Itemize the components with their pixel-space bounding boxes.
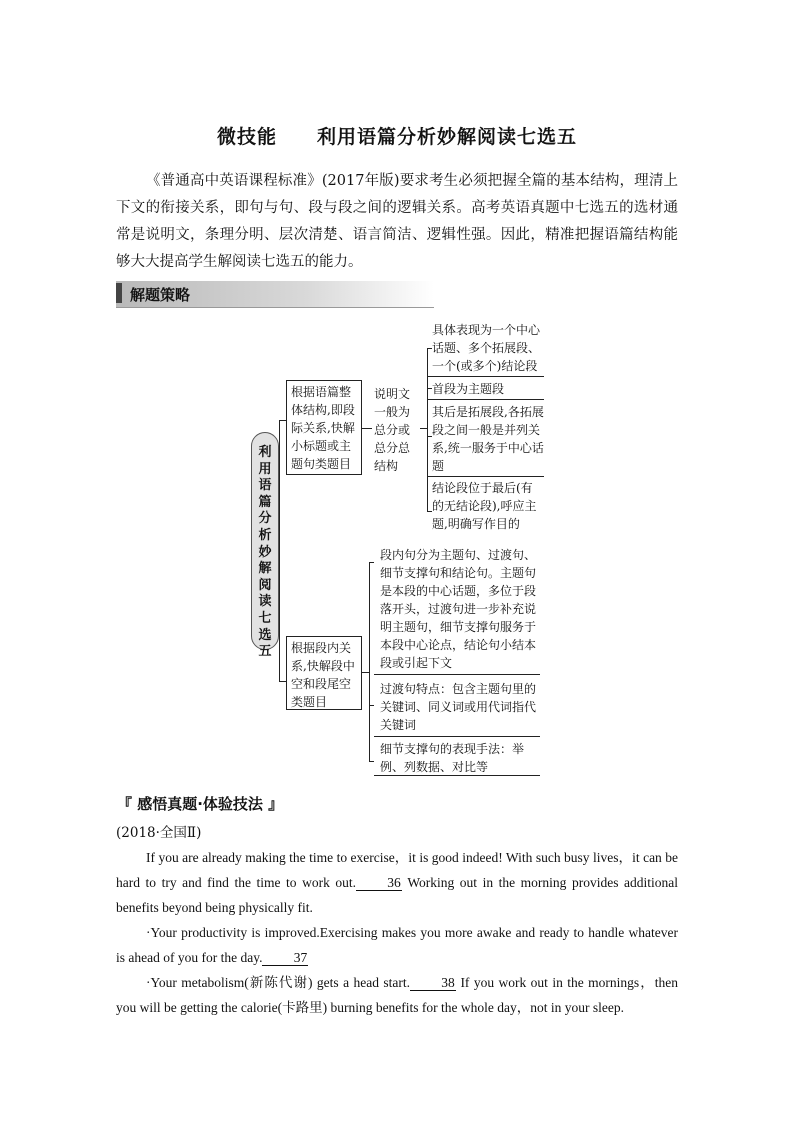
section-heading: 解题策略: [130, 286, 191, 304]
practice-heading-text: 感悟真题·体验技法: [137, 795, 263, 813]
branch1-leaf: 首段为主题段: [432, 382, 505, 396]
blank-37: 37: [262, 950, 308, 966]
connector: [369, 705, 374, 706]
connector: [362, 428, 372, 429]
root-connector: [279, 420, 280, 682]
leaf-underline: [374, 736, 540, 737]
branch1-bracket: [427, 348, 428, 512]
page-title: 微技能 利用语篇分析妙解阅读七选五: [216, 126, 577, 148]
passage-paragraph: [116, 845, 678, 920]
passage-paragraph: [116, 920, 678, 970]
connector: [279, 681, 286, 682]
root-char: 选: [258, 627, 272, 643]
root-char: 析: [258, 527, 272, 543]
branch2-bracket: [369, 562, 370, 762]
blank-36: 36: [356, 875, 402, 891]
passage-text: Working out in the morning provides additional benefits beyond being physically fit.: [116, 875, 678, 915]
root-char: 七: [258, 610, 272, 626]
root-char: 篇: [258, 494, 272, 510]
passage-text: If you are already making the time to exercise，it is good indeed! With such busy lives，it can be hard to try and find the time to work out.: [116, 850, 678, 890]
branch2-box: 根据段内关系,快解段中空和段尾空类题目: [286, 636, 362, 710]
branch1-leaf: 结论段位于最后(有的无结论段),呼应主题,明确写作目的: [432, 481, 537, 531]
root-char: 妙: [258, 544, 272, 560]
branch1-box: 根据语篇整体结构,即段际关系,快解小标题或主题句类题目: [286, 380, 362, 475]
passage-text: ·Your metabolism(新陈代谢) gets a head start.: [146, 975, 411, 990]
passage-paragraph: [116, 970, 678, 1020]
root-char: 解: [258, 561, 272, 577]
mindmap-root: [251, 432, 279, 660]
connector: [369, 761, 374, 762]
root-char: 语: [258, 478, 272, 494]
branch1-leaf: 具体表现为一个中心话题、多个拓展段、一个(或多个)结论段: [432, 323, 541, 373]
branch1-leaf: 其后是拓展段,各拓展段之间一般是并列关系,统一服务于中心话题: [432, 405, 544, 473]
root-char: 用: [258, 461, 272, 477]
leaf-underline: [428, 476, 544, 477]
practice-heading: 『 感悟真题·体验技法 』: [117, 795, 284, 813]
root-char: 五: [258, 644, 272, 660]
blank-38: 38: [410, 975, 456, 991]
root-char: 读: [258, 594, 272, 610]
source-label: (2018·全国Ⅱ): [116, 825, 202, 841]
branch2-leaf: 过渡句特点：包含主题句里的关键词、同义词或用代词指代关键词: [380, 682, 537, 732]
root-char: 分: [258, 511, 272, 527]
passage-text: If you work out in the mornings，then you will be getting the calorie(卡路里) burning benefits for the whole day，not in your sleep.: [116, 975, 678, 1015]
connector: [279, 420, 286, 421]
leaf-underline: [428, 376, 544, 377]
passage: [116, 845, 678, 1020]
root-char: 阅: [258, 577, 272, 593]
root-char: 利: [258, 445, 272, 460]
branch2-leaf: 细节支撑句的表现手法：举例、列数据、对比等: [380, 742, 525, 774]
leaf-underline: [428, 399, 544, 400]
branch1-structure: 说明文一般为总分或总分总结构: [374, 387, 411, 473]
leaf-underline: [374, 775, 540, 776]
passage-text: ·Your productivity is improved.Exercising makes you more awake and ready to handle whatever is ahead of you for the day.: [116, 925, 678, 965]
intro-text: 《普通高中英语课程标准》(2017年版)要求考生必须把握全篇的基本结构，理清上下文的衔接关系，即句与句、段与段之间的逻辑关系。高考英语真题中七选五的选材通常是说明文，条理分明、层次清楚、语言简洁、逻辑性强。因此，精准把握语篇结构能够大大提高学生解阅读七选五的能力。: [116, 173, 678, 270]
branch2-leaf: 段内句分为主题句、过渡句、细节支撑句和结论句。主题句是本段的中心话题，多位于段落开头，过渡句进一步补充说明主题句，细节支撑句服务于本段中心论点，结论句小结本段或引起下文: [374, 546, 540, 675]
